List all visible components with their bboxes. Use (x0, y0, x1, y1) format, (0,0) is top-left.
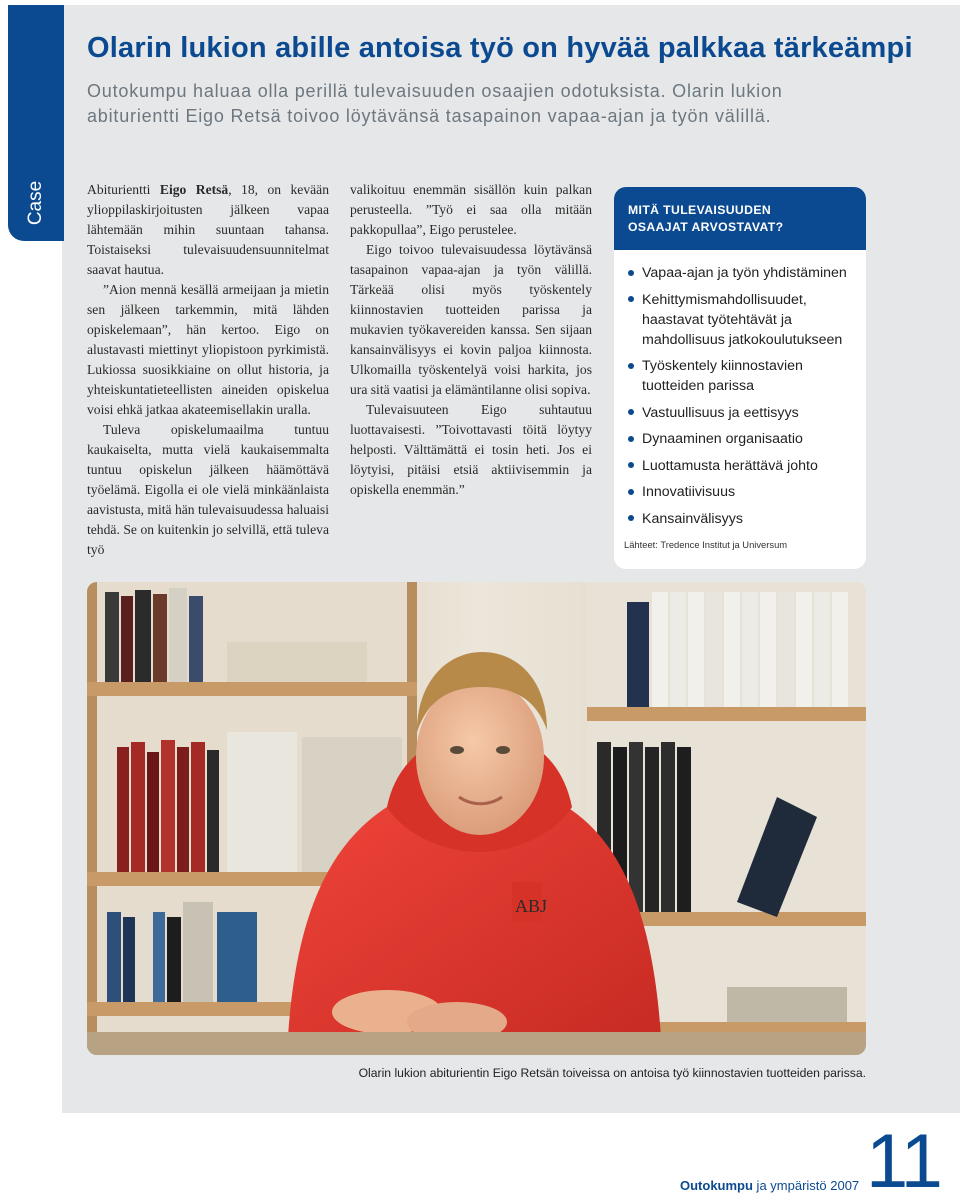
list-item: Innovatiivisuus (628, 482, 856, 502)
footer-publication: Outokumpu ja ympäristö 2007 (680, 1178, 860, 1193)
sidebar-title: MITÄ TULEVAISUUDEN OSAAJAT ARVOSTAVAT? (614, 187, 866, 250)
bullet-icon (628, 436, 634, 442)
list-item: Vastuullisuus ja eettisyys (628, 403, 856, 423)
list-item: Kehittymismahdollisuudet, haastavat työtehtävät ja mahdollisuus jatkokoulutukseen (628, 290, 856, 350)
body-column-1 (87, 180, 329, 560)
bullet-icon (628, 363, 634, 369)
body-paragraph: Tulevaisuuteen Eigo suhtautuu luottavaisesti. ”Toivottavasti töitä löytyy helposti. Välttämättä ei tosin heti. Jos ei löytyisi, pitäisi etsiä aktiivisemmin ja opiskella enemmän.” (350, 402, 592, 497)
person-name: Eigo Retsä (159, 182, 229, 197)
headline: Olarin lukion abille antoisa työ on hyvää palkkaa tärkeämpi (87, 32, 913, 64)
bullet-icon (628, 462, 634, 468)
svg-text:ABJ: ABJ (515, 896, 548, 916)
sidebar-source: Lähteet: Tredence Institut ja Universum (624, 539, 788, 550)
photo-caption: Olarin lukion abiturientin Eigo Retsän toiveissa on antoisa työ kiinnostavien tuotteiden parissa. (358, 1066, 866, 1080)
page-number: 11 (866, 1119, 941, 1204)
body-paragraph: Abiturientti Eigo Retsä, 18, on kevään ylioppilaskirjoitusten jälkeen vapaa lähtemään mihin suuntaan tahansa. Toistaiseksi tulevaisuudensuunnitelmat saavat hautua. (87, 182, 330, 277)
bullet-icon (628, 409, 634, 415)
list-item: Työskentely kiinnostavien tuotteiden parissa (628, 356, 856, 396)
bullet-icon (628, 515, 634, 521)
body-paragraph: valikoituu enemmän sisällön kuin palkan perusteella. ”Työ ei saa olla mitään pakkopullaa”, Eigo perustelee. (350, 182, 592, 237)
portrait-photo (87, 582, 866, 1055)
body-paragraph: Eigo toivoo tulevaisuudessa löytävänsä tasapainon vapaa-ajan ja työn välillä. Tärkeää olisi myös työskentely kiinnostavien tuotteiden parissa ja mukavien työkavereiden kanssa. Sen sijaan kansainvälisyys ei kovin paljoa kiinnosta. Ulkomailla työskentelyä voisi harkita, jos ura sitä vaatisi ja elämäntilanne olisi sopiva. (350, 242, 592, 397)
lead-paragraph: Outokumpu haluaa olla perillä tulevaisuuden osaajien odotuksista. Olarin lukion abiturientti Eigo Retsä toivoo löytävänsä tasapainon vapaa-ajan ja työn välillä. (87, 81, 783, 126)
list-item: Dynaaminen organisaatio (628, 429, 856, 449)
body-paragraph: Tuleva opiskelumaailma tuntuu kaukaiselta, mutta vielä kaukaisemmalta tuntuu opiskelun jälkeen häämöttävä työelämä. Eigolla ei ole vielä minkäänlaista aavistusta, mitä hän tulevaisuudessa haluaisi tehdä. Se on kuitenkin jo selvillä, että tuleva työ (87, 422, 329, 557)
sidebar-list (614, 263, 866, 529)
bullet-icon (628, 489, 634, 495)
body-paragraph: ”Aion mennä kesällä armeijaan ja mietin sen jälkeen tarkemmin, mitä lähden opiskelemaan”, hän kertoo. Eigo on alustavasti miettinyt yliopistoon pyrkimistä. Lukiossa suosikkiaine on ollut historia, ja yhteiskuntatieteellisten aineiden opiskelua voisi ehkä jatkaa akateemisellakin uralla. (87, 282, 329, 417)
list-item: Luottamusta herättävä johto (628, 456, 856, 476)
bullet-icon (628, 296, 634, 302)
case-tab-label: Case (25, 180, 46, 226)
list-item: Vapaa-ajan ja työn yhdistäminen (628, 263, 856, 283)
photo-illustration (87, 582, 866, 1055)
body-column-2 (350, 180, 592, 500)
case-side-tab (8, 5, 64, 241)
list-item: Kansainvälisyys (628, 509, 856, 529)
bullet-icon (628, 270, 634, 276)
footer-brand: Outokumpu (680, 1178, 753, 1193)
sidebar-box (614, 187, 866, 569)
